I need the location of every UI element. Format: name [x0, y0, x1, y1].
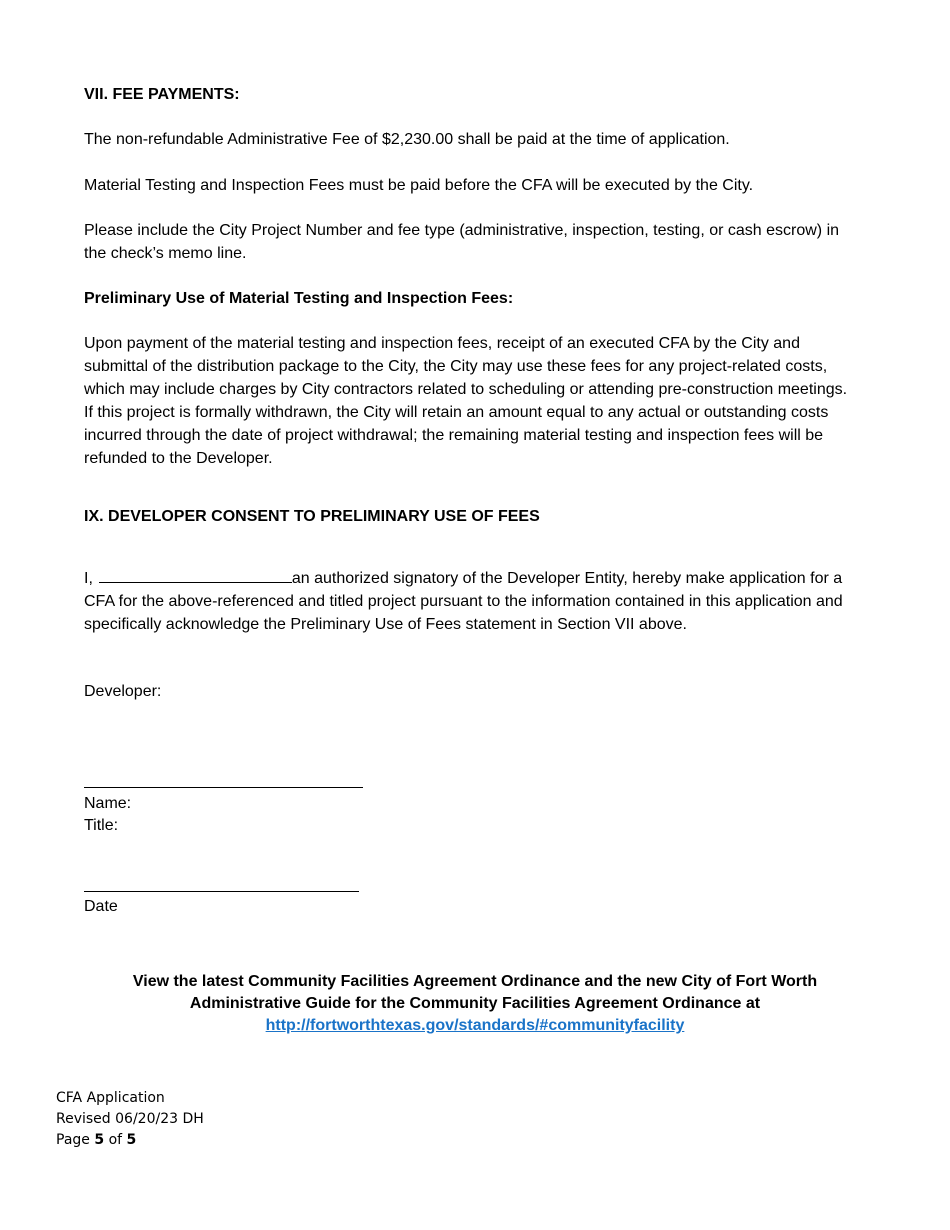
of-word: of	[108, 1132, 123, 1148]
memo-line-paragraph: Please include the City Project Number and fee type (administrative, inspection, testing, or cash escrow) in the check’s memo line.	[84, 222, 840, 262]
consent-paragraph	[84, 566, 859, 636]
section-heading-developer-consent: IX. DEVELOPER CONSENT TO PRELIMINARY USE OF FEES	[84, 508, 540, 525]
footer-revised: Revised 06/20/23 DH	[56, 1111, 204, 1127]
preliminary-use-paragraph: Upon payment of the material testing and inspection fees, receipt of an executed CFA by the City and submittal of the distribution package to the City, the City may use these fees for any project-related costs, which may include charges by City contractors related to scheduling or attending pre-construction meetings. If this project is formally withdrawn, the City will retain an amount equal to any actual or outstanding costs incurred through the date of project withdrawal; the remaining material testing and inspection fees will be refunded to the Developer.	[84, 335, 848, 467]
notice-line-1: View the latest Community Facilities Agreement Ordinance and the new City of Fort Worth	[132, 973, 818, 990]
signatory-name-blank[interactable]	[99, 566, 292, 583]
page-total: 5	[126, 1132, 137, 1148]
subheading-preliminary-use: Preliminary Use of Material Testing and Inspection Fees:	[84, 290, 514, 307]
developer-label: Developer:	[84, 683, 162, 700]
consent-prefix: I,	[84, 570, 93, 587]
consent-body: an authorized signatory of the Developer Entity, hereby make application for a CFA for the above-referenced and titled project pursuant to the information contained in this application and specifically acknowledge the Preliminary Use of Fees statement in Section VII above.	[84, 570, 843, 633]
ordinance-notice	[84, 971, 866, 1037]
title-label: Title:	[84, 817, 119, 834]
developer-signature-line[interactable]	[84, 787, 363, 788]
page-current: 5	[94, 1132, 105, 1148]
name-label: Name:	[84, 795, 132, 812]
date-label: Date	[84, 898, 118, 915]
page-footer	[56, 1088, 204, 1151]
admin-fee-paragraph: The non-refundable Administrative Fee of $2,230.00 shall be paid at the time of application.	[84, 131, 730, 148]
notice-line-2: Administrative Guide for the Community Facilities Agreement Ordinance at	[189, 995, 761, 1012]
standards-link[interactable]: http://fortworthtexas.gov/standards/#communityfacility	[265, 1017, 685, 1034]
page-word: Page	[56, 1132, 90, 1148]
testing-fee-paragraph: Material Testing and Inspection Fees must be paid before the CFA will be executed by the City.	[84, 177, 754, 194]
footer-page-number	[56, 1130, 204, 1151]
date-line[interactable]	[84, 891, 359, 892]
footer-doc-name: CFA Application	[56, 1090, 165, 1106]
section-heading-fee-payments: VII. FEE PAYMENTS:	[84, 86, 240, 103]
